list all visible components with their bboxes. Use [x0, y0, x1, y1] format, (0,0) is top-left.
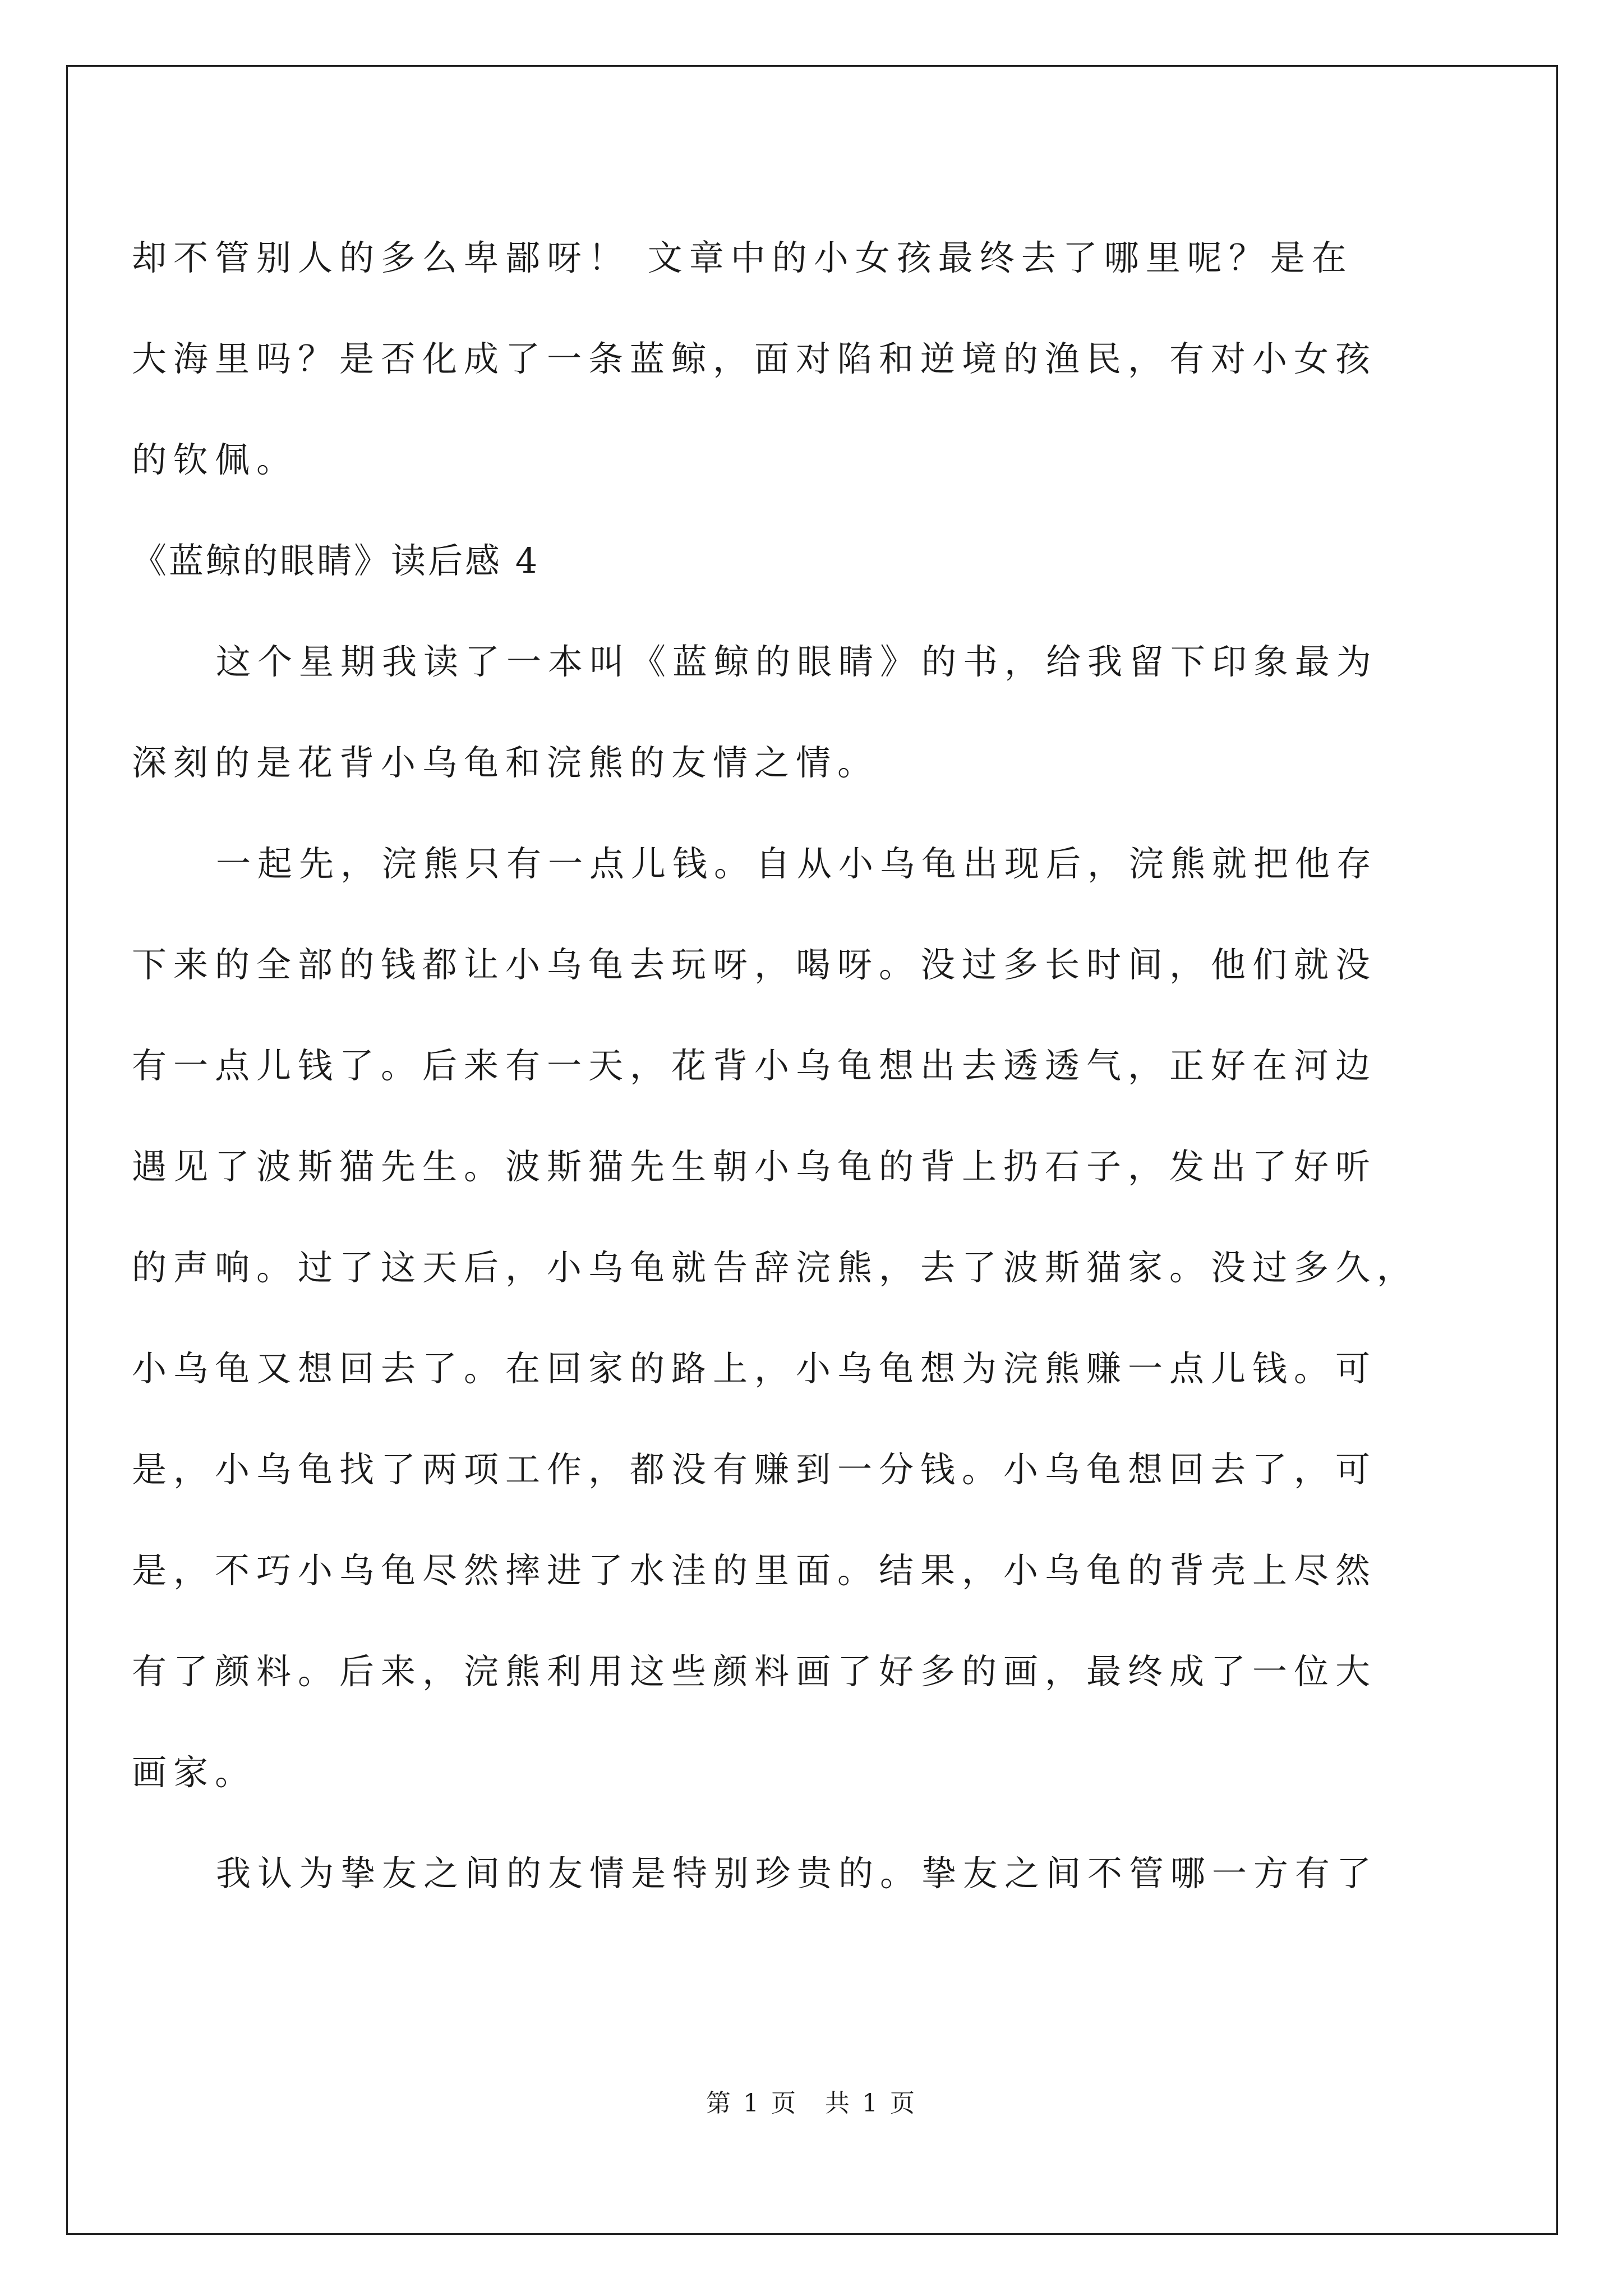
document-body: [132, 208, 1489, 1924]
paragraph-first-line: 这个星期我读了一本叫《蓝鲸的眼睛》的书，给我留下印象最为: [216, 641, 1378, 682]
text-line: 画家。: [132, 1752, 257, 1793]
text-line: 下来的全部的钱都让小乌龟去玩呀，喝呀。没过多长时间，他们就没: [132, 944, 1377, 985]
text-line: 有了颜料。后来，浣熊利用这些颜料画了好多的画，最终成了一位大: [132, 1651, 1377, 1692]
paragraph-first-line: 一起先，浣熊只有一点儿钱。自从小乌龟出现后，浣熊就把他存: [216, 843, 1378, 884]
text-line: 却不管别人的多么卑鄙呀！ 文章中的小女孩最终去了哪里呢？是在: [132, 237, 1353, 278]
text-line: 是，不巧小乌龟尽然摔进了水洼的里面。结果，小乌龟的背壳上尽然: [132, 1550, 1377, 1591]
text-line: 的钦佩。: [132, 439, 298, 480]
text-line: 是，小乌龟找了两项工作，都没有赚到一分钱。小乌龟想回去了，可: [132, 1449, 1377, 1490]
text-line: 的声响。过了这天后，小乌龟就告辞浣熊，去了波斯猫家。没过多久，: [132, 1247, 1419, 1288]
paragraph-first-line: 我认为挚友之间的友情是特别珍贵的。挚友之间不管哪一方有了: [216, 1853, 1378, 1894]
page-number-footer: 第 1 页 共 1 页: [706, 2089, 917, 2118]
text-line: 小乌龟又想回去了。在回家的路上，小乌龟想为浣熊赚一点儿钱。可: [132, 1348, 1377, 1389]
text-line: 有一点儿钱了。后来有一天，花背小乌龟想出去透透气，正好在河边: [132, 1045, 1377, 1086]
text-line: 深刻的是花背小乌龟和浣熊的友情之情。: [132, 742, 879, 783]
text-line: 遇见了波斯猫先生。波斯猫先生朝小乌龟的背上扔石子，发出了好听: [132, 1146, 1377, 1187]
section-heading: 《蓝鲸的眼睛》读后感 4: [132, 540, 540, 581]
text-line: 大海里吗？是否化成了一条蓝鲸，面对陷和逆境的渔民，有对小女孩: [132, 338, 1377, 379]
